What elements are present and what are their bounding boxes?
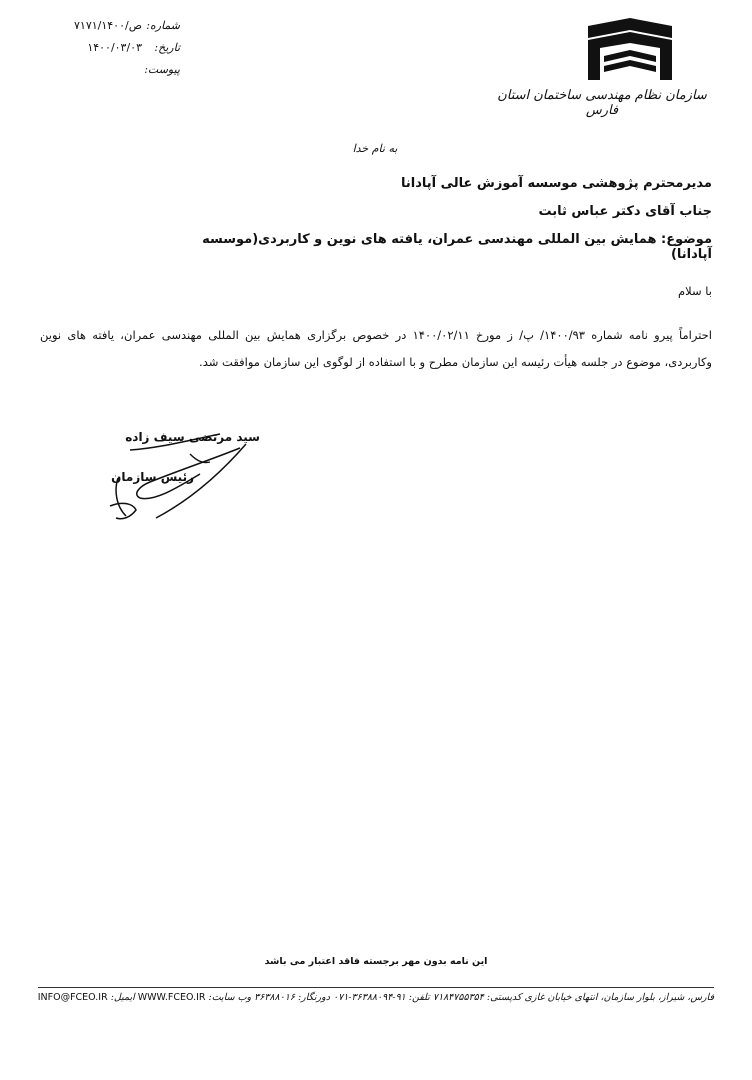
signature-block xyxy=(70,420,260,530)
letter-number-row xyxy=(40,14,180,36)
recipient-line-1: مدیرمحترم پژوهشی موسسه آموزش عالی آپادانا xyxy=(400,176,712,191)
letter-footer xyxy=(38,987,714,1010)
letter-attachment-row xyxy=(40,58,180,80)
recipient-line-2: جناب آقای دکتر عباس ثابت xyxy=(538,204,712,219)
attachment-label: پیوست: xyxy=(144,62,180,76)
number-value: ص/۷۱۷۱/۱۴۰۰ xyxy=(74,18,142,32)
org-name: سازمان نظام مهندسی ساختمان استان فارس xyxy=(497,88,707,118)
footer-website[interactable]: WWW.FCEO.IR xyxy=(137,992,206,1003)
letter-subject: موضوع: همایش بین المللی مهندسی عمران، یافته های نوین و کاربردی(موسسه آپادانا) xyxy=(202,232,712,262)
footer-email-label: ایمیل: xyxy=(107,992,138,1003)
greeting: با سلام xyxy=(678,284,712,298)
letter-meta xyxy=(40,14,180,80)
footer-contact xyxy=(38,992,714,1003)
basmala: به نام خدا xyxy=(352,142,398,155)
footer-email[interactable]: INFO@FCEO.IR xyxy=(37,992,108,1003)
number-label: شماره: xyxy=(146,18,180,32)
signatory-title: رئیس سازمان xyxy=(111,470,194,484)
signatory-name: سید مرتضی سیف زاده xyxy=(125,430,260,444)
building-logo-icon xyxy=(584,16,676,82)
letter-body: احتراماً پیرو نامه شماره ۱۴۰۰/۹۳/ پ/ ز مورخ ۱۴۰۰/۰۲/۱۱ در خصوص برگزاری همایش بین المللی مهندسی عمران، یافته های نوین وکاربردی، موضوع در جلسه هیأت رئیسه این سازمان مطرح و با استفاده از لوگوی این سازمان موافقت شد. xyxy=(40,328,712,369)
date-label: تاریخ: xyxy=(154,40,180,54)
stamp-validity-note: این نامه بدون مهر برجسته فاقد اعتبار می باشد xyxy=(264,956,488,967)
date-value: ۱۴۰۰/۰۳/۰۳ xyxy=(87,40,142,54)
letter-date-row xyxy=(40,36,180,58)
footer-address: فارس، شیراز، بلوار سازمان، انتهای خیابان غازی کدپستی: ۷۱۸۴۷۵۵۳۵۴ تلفن: ۹۱-۳۶۳۸۸۰۹۴-۰۷۱ دورنگار: ۳۶۳۸۸۰۱۶ وب سایت: xyxy=(205,992,714,1003)
